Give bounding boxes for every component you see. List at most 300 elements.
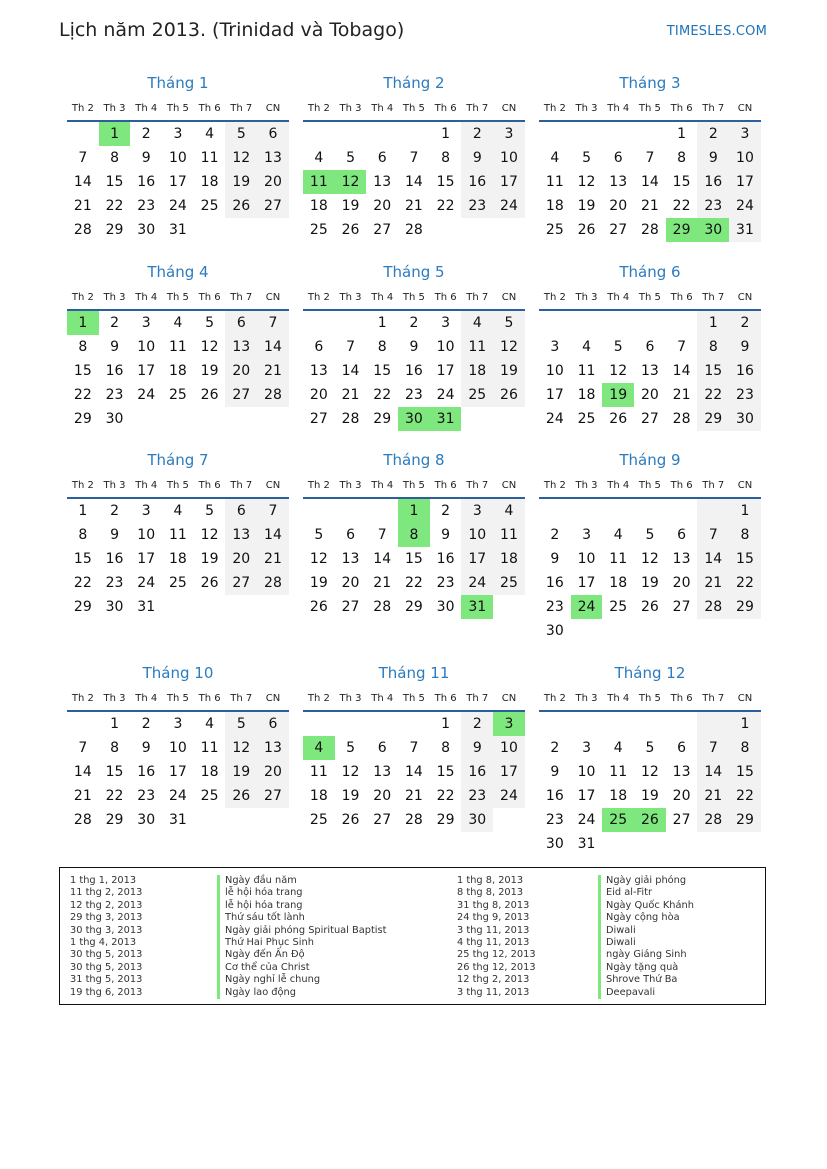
day-cell[interactable]: 11 <box>545 174 564 190</box>
day-cell[interactable]: 8 <box>110 150 119 166</box>
day-cell[interactable]: 6 <box>677 527 687 543</box>
day-cell[interactable]: 10 <box>436 339 455 355</box>
day-cell[interactable]: 4 <box>613 527 623 543</box>
day-cell[interactable]: 7 <box>257 311 289 335</box>
day-cell[interactable]: 1 <box>729 712 761 736</box>
day-cell[interactable]: 16 <box>545 788 564 804</box>
day-cell[interactable]: 5 <box>205 315 215 331</box>
day-cell[interactable]: 18 <box>493 547 525 571</box>
day-cell[interactable]: 27 <box>373 222 392 238</box>
day-cell[interactable]: 22 <box>729 784 761 808</box>
day-cell[interactable]: 19 <box>341 198 360 214</box>
day-cell[interactable]: 6 <box>377 150 387 166</box>
day-cell[interactable]: 10 <box>577 764 596 780</box>
day-cell[interactable]: 18 <box>309 788 328 804</box>
day-cell[interactable]: 2 <box>461 712 493 736</box>
site-logo[interactable]: TIMESLES.COM <box>666 24 767 39</box>
holiday-day-cell[interactable]: 1 <box>398 499 430 523</box>
day-cell[interactable]: 7 <box>377 527 387 543</box>
day-cell[interactable]: 17 <box>493 760 525 784</box>
day-cell[interactable]: 8 <box>729 523 761 547</box>
day-cell[interactable]: 21 <box>373 575 392 591</box>
day-cell[interactable]: 15 <box>697 359 729 383</box>
day-cell[interactable]: 27 <box>309 411 328 427</box>
day-cell[interactable]: 12 <box>640 764 659 780</box>
day-cell[interactable]: 23 <box>137 198 156 214</box>
day-cell[interactable]: 29 <box>697 407 729 431</box>
day-cell[interactable]: 30 <box>105 599 124 615</box>
day-cell[interactable]: 15 <box>105 174 124 190</box>
day-cell[interactable]: 24 <box>493 194 525 218</box>
day-cell[interactable]: 7 <box>78 740 88 756</box>
day-cell[interactable]: 30 <box>137 812 156 828</box>
day-cell[interactable]: 29 <box>73 411 92 427</box>
day-cell[interactable]: 24 <box>137 387 156 403</box>
day-cell[interactable]: 19 <box>341 788 360 804</box>
day-cell[interactable]: 27 <box>341 599 360 615</box>
day-cell[interactable]: 22 <box>729 571 761 595</box>
day-cell[interactable]: 28 <box>697 595 729 619</box>
day-cell[interactable]: 29 <box>436 812 455 828</box>
day-cell[interactable]: 2 <box>550 527 560 543</box>
day-cell[interactable]: 16 <box>404 363 423 379</box>
day-cell[interactable]: 9 <box>141 740 151 756</box>
day-cell[interactable]: 14 <box>697 760 729 784</box>
day-cell[interactable]: 16 <box>729 359 761 383</box>
day-cell[interactable]: 10 <box>168 740 187 756</box>
day-cell[interactable]: 5 <box>582 150 591 166</box>
day-cell[interactable]: 24 <box>436 387 455 403</box>
day-cell[interactable]: 5 <box>613 339 623 355</box>
day-cell[interactable]: 9 <box>141 150 151 166</box>
day-cell[interactable]: 26 <box>200 387 219 403</box>
day-cell[interactable]: 18 <box>545 198 564 214</box>
day-cell[interactable]: 16 <box>137 174 156 190</box>
day-cell[interactable]: 20 <box>609 198 628 214</box>
day-cell[interactable]: 28 <box>672 411 691 427</box>
day-cell[interactable]: 25 <box>461 383 493 407</box>
day-cell[interactable]: 15 <box>73 363 92 379</box>
holiday-day-cell[interactable]: 8 <box>398 523 430 547</box>
day-cell[interactable]: 25 <box>309 812 328 828</box>
day-cell[interactable]: 8 <box>78 527 88 543</box>
day-cell[interactable]: 9 <box>550 551 560 567</box>
day-cell[interactable]: 13 <box>341 551 360 567</box>
day-cell[interactable]: 23 <box>105 387 124 403</box>
day-cell[interactable]: 12 <box>640 551 659 567</box>
day-cell[interactable]: 11 <box>168 339 187 355</box>
day-cell[interactable]: 4 <box>582 339 591 355</box>
day-cell[interactable]: 6 <box>377 740 387 756</box>
day-cell[interactable]: 22 <box>373 387 392 403</box>
day-cell[interactable]: 10 <box>168 150 187 166</box>
day-cell[interactable]: 22 <box>73 575 92 591</box>
day-cell[interactable]: 23 <box>545 599 564 615</box>
day-cell[interactable]: 27 <box>373 812 392 828</box>
day-cell[interactable]: 17 <box>493 170 525 194</box>
day-cell[interactable]: 26 <box>577 222 596 238</box>
day-cell[interactable]: 3 <box>441 315 451 331</box>
day-cell[interactable]: 5 <box>225 712 257 736</box>
day-cell[interactable]: 17 <box>577 575 596 591</box>
day-cell[interactable]: 15 <box>404 551 423 567</box>
day-cell[interactable]: 15 <box>373 363 392 379</box>
day-cell[interactable]: 4 <box>314 150 324 166</box>
day-cell[interactable]: 13 <box>225 335 257 359</box>
day-cell[interactable]: 19 <box>493 359 525 383</box>
day-cell[interactable]: 28 <box>404 222 423 238</box>
day-cell[interactable]: 21 <box>672 387 691 403</box>
day-cell[interactable]: 3 <box>173 126 183 142</box>
day-cell[interactable]: 10 <box>493 146 525 170</box>
day-cell[interactable]: 4 <box>550 150 560 166</box>
day-cell[interactable]: 22 <box>105 788 124 804</box>
day-cell[interactable]: 11 <box>200 150 219 166</box>
day-cell[interactable]: 23 <box>545 812 564 828</box>
day-cell[interactable]: 31 <box>577 836 596 852</box>
day-cell[interactable]: 17 <box>137 363 156 379</box>
day-cell[interactable]: 3 <box>461 499 493 523</box>
day-cell[interactable]: 25 <box>493 571 525 595</box>
day-cell[interactable]: 6 <box>677 740 687 756</box>
day-cell[interactable]: 30 <box>105 411 124 427</box>
day-cell[interactable]: 8 <box>377 339 387 355</box>
holiday-day-cell[interactable]: 3 <box>493 712 525 736</box>
day-cell[interactable]: 6 <box>314 339 324 355</box>
day-cell[interactable]: 14 <box>640 174 659 190</box>
day-cell[interactable]: 20 <box>257 760 289 784</box>
day-cell[interactable]: 4 <box>173 315 183 331</box>
day-cell[interactable]: 29 <box>105 222 124 238</box>
holiday-day-cell[interactable]: 11 <box>303 170 335 194</box>
day-cell[interactable]: 9 <box>697 146 729 170</box>
day-cell[interactable]: 18 <box>200 174 219 190</box>
day-cell[interactable]: 16 <box>545 575 564 591</box>
day-cell[interactable]: 8 <box>78 339 88 355</box>
day-cell[interactable]: 11 <box>493 523 525 547</box>
day-cell[interactable]: 9 <box>550 764 560 780</box>
day-cell[interactable]: 6 <box>225 311 257 335</box>
day-cell[interactable]: 5 <box>225 122 257 146</box>
day-cell[interactable]: 20 <box>373 198 392 214</box>
day-cell[interactable]: 10 <box>545 363 564 379</box>
day-cell[interactable]: 25 <box>545 222 564 238</box>
day-cell[interactable]: 27 <box>257 784 289 808</box>
day-cell[interactable]: 24 <box>461 571 493 595</box>
day-cell[interactable]: 9 <box>110 527 119 543</box>
day-cell[interactable]: 27 <box>225 571 257 595</box>
day-cell[interactable]: 4 <box>205 716 215 732</box>
day-cell[interactable]: 20 <box>257 170 289 194</box>
day-cell[interactable]: 27 <box>225 383 257 407</box>
day-cell[interactable]: 19 <box>225 760 257 784</box>
day-cell[interactable]: 18 <box>309 198 328 214</box>
day-cell[interactable]: 6 <box>257 122 289 146</box>
day-cell[interactable]: 22 <box>436 198 455 214</box>
day-cell[interactable]: 28 <box>73 222 92 238</box>
day-cell[interactable]: 5 <box>205 503 215 519</box>
day-cell[interactable]: 23 <box>105 575 124 591</box>
day-cell[interactable]: 13 <box>609 174 628 190</box>
day-cell[interactable]: 28 <box>257 383 289 407</box>
holiday-day-cell[interactable]: 26 <box>634 808 666 832</box>
day-cell[interactable]: 22 <box>404 575 423 591</box>
day-cell[interactable]: 7 <box>645 150 655 166</box>
day-cell[interactable]: 4 <box>613 740 623 756</box>
day-cell[interactable]: 11 <box>577 363 596 379</box>
day-cell[interactable]: 10 <box>461 523 493 547</box>
holiday-day-cell[interactable]: 24 <box>571 595 603 619</box>
day-cell[interactable]: 29 <box>404 599 423 615</box>
day-cell[interactable]: 2 <box>729 311 761 335</box>
day-cell[interactable]: 14 <box>373 551 392 567</box>
day-cell[interactable]: 11 <box>168 527 187 543</box>
day-cell[interactable]: 7 <box>409 740 419 756</box>
day-cell[interactable]: 30 <box>436 599 455 615</box>
day-cell[interactable]: 9 <box>461 146 493 170</box>
day-cell[interactable]: 14 <box>257 523 289 547</box>
day-cell[interactable]: 12 <box>577 174 596 190</box>
holiday-day-cell[interactable]: 29 <box>666 218 698 242</box>
day-cell[interactable]: 4 <box>173 503 183 519</box>
day-cell[interactable]: 12 <box>341 764 360 780</box>
day-cell[interactable]: 16 <box>461 170 493 194</box>
day-cell[interactable]: 1 <box>78 503 88 519</box>
day-cell[interactable]: 7 <box>257 499 289 523</box>
day-cell[interactable]: 21 <box>404 198 423 214</box>
day-cell[interactable]: 1 <box>441 126 451 142</box>
day-cell[interactable]: 31 <box>729 218 761 242</box>
day-cell[interactable]: 5 <box>645 527 655 543</box>
day-cell[interactable]: 5 <box>346 150 355 166</box>
day-cell[interactable]: 26 <box>609 411 628 427</box>
day-cell[interactable]: 19 <box>640 575 659 591</box>
day-cell[interactable]: 11 <box>461 335 493 359</box>
day-cell[interactable]: 3 <box>141 503 151 519</box>
day-cell[interactable]: 12 <box>225 146 257 170</box>
day-cell[interactable]: 8 <box>441 150 451 166</box>
day-cell[interactable]: 16 <box>137 764 156 780</box>
day-cell[interactable]: 14 <box>404 764 423 780</box>
holiday-day-cell[interactable]: 31 <box>461 595 493 619</box>
day-cell[interactable]: 6 <box>346 527 355 543</box>
day-cell[interactable]: 21 <box>697 571 729 595</box>
day-cell[interactable]: 31 <box>137 599 156 615</box>
day-cell[interactable]: 3 <box>173 716 183 732</box>
day-cell[interactable]: 21 <box>73 788 92 804</box>
day-cell[interactable]: 24 <box>577 812 596 828</box>
day-cell[interactable]: 20 <box>672 575 691 591</box>
day-cell[interactable]: 8 <box>110 740 119 756</box>
day-cell[interactable]: 16 <box>105 551 124 567</box>
day-cell[interactable]: 27 <box>640 411 659 427</box>
day-cell[interactable]: 13 <box>257 736 289 760</box>
day-cell[interactable]: 13 <box>225 523 257 547</box>
day-cell[interactable]: 1 <box>697 311 729 335</box>
day-cell[interactable]: 10 <box>137 527 156 543</box>
holiday-day-cell[interactable]: 1 <box>99 122 131 146</box>
day-cell[interactable]: 16 <box>105 363 124 379</box>
day-cell[interactable]: 22 <box>436 788 455 804</box>
day-cell[interactable]: 27 <box>672 599 691 615</box>
day-cell[interactable]: 21 <box>73 198 92 214</box>
day-cell[interactable]: 14 <box>257 335 289 359</box>
day-cell[interactable]: 25 <box>168 575 187 591</box>
day-cell[interactable]: 14 <box>73 764 92 780</box>
day-cell[interactable]: 2 <box>141 716 151 732</box>
day-cell[interactable]: 20 <box>640 387 659 403</box>
day-cell[interactable]: 19 <box>640 788 659 804</box>
day-cell[interactable]: 23 <box>436 575 455 591</box>
day-cell[interactable]: 22 <box>672 198 691 214</box>
day-cell[interactable]: 29 <box>373 411 392 427</box>
day-cell[interactable]: 11 <box>609 551 628 567</box>
day-cell[interactable]: 15 <box>672 174 691 190</box>
day-cell[interactable]: 13 <box>257 146 289 170</box>
day-cell[interactable]: 2 <box>141 126 151 142</box>
day-cell[interactable]: 3 <box>729 122 761 146</box>
day-cell[interactable]: 24 <box>493 784 525 808</box>
day-cell[interactable]: 16 <box>436 551 455 567</box>
day-cell[interactable]: 20 <box>225 359 257 383</box>
day-cell[interactable]: 2 <box>409 315 419 331</box>
day-cell[interactable]: 23 <box>697 194 729 218</box>
day-cell[interactable]: 29 <box>105 812 124 828</box>
day-cell[interactable]: 15 <box>73 551 92 567</box>
day-cell[interactable]: 28 <box>404 812 423 828</box>
day-cell[interactable]: 5 <box>645 740 655 756</box>
day-cell[interactable]: 4 <box>493 499 525 523</box>
day-cell[interactable]: 28 <box>257 571 289 595</box>
day-cell[interactable]: 14 <box>341 363 360 379</box>
day-cell[interactable]: 12 <box>200 527 219 543</box>
day-cell[interactable]: 27 <box>257 194 289 218</box>
day-cell[interactable]: 13 <box>373 764 392 780</box>
day-cell[interactable]: 2 <box>110 503 119 519</box>
day-cell[interactable]: 26 <box>640 599 659 615</box>
day-cell[interactable]: 21 <box>257 359 289 383</box>
day-cell[interactable]: 10 <box>493 736 525 760</box>
day-cell[interactable]: 26 <box>225 784 257 808</box>
day-cell[interactable]: 20 <box>373 788 392 804</box>
day-cell[interactable]: 16 <box>461 760 493 784</box>
day-cell[interactable]: 26 <box>309 599 328 615</box>
day-cell[interactable]: 18 <box>461 359 493 383</box>
day-cell[interactable]: 4 <box>461 311 493 335</box>
holiday-day-cell[interactable]: 12 <box>335 170 367 194</box>
day-cell[interactable]: 17 <box>729 170 761 194</box>
day-cell[interactable]: 3 <box>582 527 591 543</box>
day-cell[interactable]: 8 <box>441 740 451 756</box>
day-cell[interactable]: 20 <box>225 547 257 571</box>
day-cell[interactable]: 12 <box>493 335 525 359</box>
day-cell[interactable]: 6 <box>225 499 257 523</box>
day-cell[interactable]: 29 <box>729 595 761 619</box>
day-cell[interactable]: 19 <box>200 363 219 379</box>
day-cell[interactable]: 7 <box>697 736 729 760</box>
day-cell[interactable]: 7 <box>78 150 88 166</box>
day-cell[interactable]: 23 <box>729 383 761 407</box>
day-cell[interactable]: 26 <box>493 383 525 407</box>
day-cell[interactable]: 19 <box>577 198 596 214</box>
day-cell[interactable]: 11 <box>200 740 219 756</box>
day-cell[interactable]: 19 <box>200 551 219 567</box>
day-cell[interactable]: 26 <box>341 812 360 828</box>
day-cell[interactable]: 25 <box>168 387 187 403</box>
day-cell[interactable]: 23 <box>137 788 156 804</box>
day-cell[interactable]: 28 <box>640 222 659 238</box>
day-cell[interactable]: 28 <box>373 599 392 615</box>
day-cell[interactable]: 3 <box>493 122 525 146</box>
day-cell[interactable]: 14 <box>73 174 92 190</box>
day-cell[interactable]: 14 <box>672 363 691 379</box>
day-cell[interactable]: 22 <box>697 383 729 407</box>
day-cell[interactable]: 24 <box>137 575 156 591</box>
day-cell[interactable]: 17 <box>461 547 493 571</box>
day-cell[interactable]: 18 <box>609 788 628 804</box>
day-cell[interactable]: 23 <box>404 387 423 403</box>
day-cell[interactable]: 21 <box>640 198 659 214</box>
day-cell[interactable]: 30 <box>137 222 156 238</box>
day-cell[interactable]: 2 <box>110 315 119 331</box>
day-cell[interactable]: 25 <box>609 599 628 615</box>
day-cell[interactable]: 17 <box>137 551 156 567</box>
day-cell[interactable]: 18 <box>168 551 187 567</box>
day-cell[interactable]: 5 <box>346 740 355 756</box>
day-cell[interactable]: 17 <box>168 174 187 190</box>
day-cell[interactable]: 23 <box>461 784 493 808</box>
day-cell[interactable]: 20 <box>309 387 328 403</box>
day-cell[interactable]: 30 <box>461 808 493 832</box>
day-cell[interactable]: 26 <box>200 575 219 591</box>
day-cell[interactable]: 7 <box>677 339 687 355</box>
day-cell[interactable]: 9 <box>110 339 119 355</box>
day-cell[interactable]: 6 <box>257 712 289 736</box>
day-cell[interactable]: 22 <box>73 387 92 403</box>
day-cell[interactable]: 9 <box>409 339 419 355</box>
day-cell[interactable]: 9 <box>729 335 761 359</box>
day-cell[interactable]: 9 <box>441 527 451 543</box>
day-cell[interactable]: 27 <box>609 222 628 238</box>
day-cell[interactable]: 31 <box>168 812 187 828</box>
day-cell[interactable]: 14 <box>404 174 423 190</box>
day-cell[interactable]: 1 <box>441 716 451 732</box>
day-cell[interactable]: 24 <box>168 788 187 804</box>
day-cell[interactable]: 9 <box>461 736 493 760</box>
day-cell[interactable]: 7 <box>409 150 419 166</box>
day-cell[interactable]: 16 <box>697 170 729 194</box>
day-cell[interactable]: 3 <box>582 740 591 756</box>
day-cell[interactable]: 26 <box>225 194 257 218</box>
day-cell[interactable]: 29 <box>73 599 92 615</box>
day-cell[interactable]: 17 <box>577 788 596 804</box>
day-cell[interactable]: 20 <box>672 788 691 804</box>
day-cell[interactable]: 2 <box>550 740 560 756</box>
day-cell[interactable]: 5 <box>314 527 324 543</box>
day-cell[interactable]: 29 <box>729 808 761 832</box>
day-cell[interactable]: 13 <box>672 764 691 780</box>
day-cell[interactable]: 30 <box>545 836 564 852</box>
day-cell[interactable]: 1 <box>729 499 761 523</box>
day-cell[interactable]: 11 <box>309 764 328 780</box>
holiday-day-cell[interactable]: 1 <box>67 311 99 335</box>
day-cell[interactable]: 19 <box>309 575 328 591</box>
day-cell[interactable]: 24 <box>168 198 187 214</box>
day-cell[interactable]: 31 <box>168 222 187 238</box>
day-cell[interactable]: 6 <box>613 150 623 166</box>
day-cell[interactable]: 23 <box>461 194 493 218</box>
day-cell[interactable]: 25 <box>309 222 328 238</box>
